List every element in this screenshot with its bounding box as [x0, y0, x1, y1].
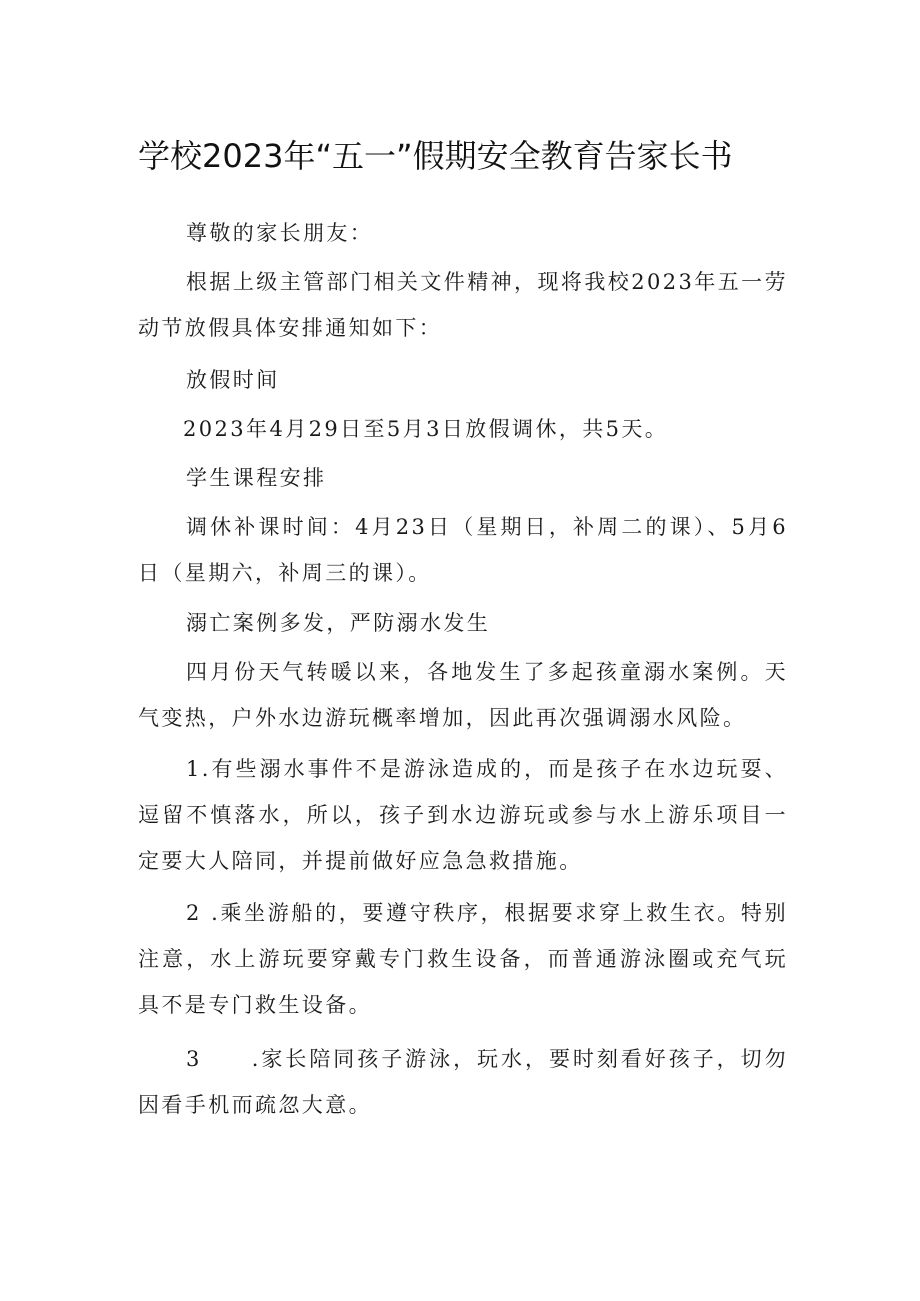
- drowning-heading: 溺亡案例多发，严防溺水发生: [186, 611, 491, 635]
- point-3-number: 3: [186, 1047, 202, 1071]
- safety-point-3: [138, 1036, 788, 1128]
- course-text: 调休补课时间：4月23日（星期日，补周二的课）、5月6日（星期六，补周三的课）。: [138, 515, 788, 585]
- safety-point-2: 2 .乘坐游船的，要遵守秩序，根据要求穿上救生衣。特别注意，水上游玩要穿戴专门救生设备，而普通游泳圈或充气玩具不是专门救生设备。: [138, 901, 788, 1017]
- intro-paragraph: 根据上级主管部门相关文件精神，现将我校2023年五一劳动节放假具体安排通知如下：: [138, 270, 788, 340]
- document-title: 学校2023年“五一”假期安全教育告家长书: [138, 137, 733, 175]
- course-heading: 学生课程安排: [186, 466, 327, 490]
- holiday-heading: 放假时间: [186, 368, 280, 392]
- holiday-text: 2023年4月29日至5月3日放假调休，共5天。: [183, 417, 669, 441]
- greeting: 尊敬的家长朋友：: [186, 221, 374, 245]
- drowning-text: 四月份天气转暖以来，各地发生了多起孩童溺水案例。天气变热，户外水边游玩概率增加，因此再次强调溺水风险。: [138, 660, 788, 730]
- safety-point-1: 1.有些溺水事件不是游泳造成的，而是孩子在水边玩耍、逗留不慎落水，所以，孩子到水边游玩或参与水上游乐项目一定要大人陪同，并提前做好应急急救措施。: [138, 757, 788, 873]
- point-3-text: .家长陪同孩子游泳，玩水，要时刻看好孩子，切勿因看手机而疏忽大意。: [138, 1047, 788, 1117]
